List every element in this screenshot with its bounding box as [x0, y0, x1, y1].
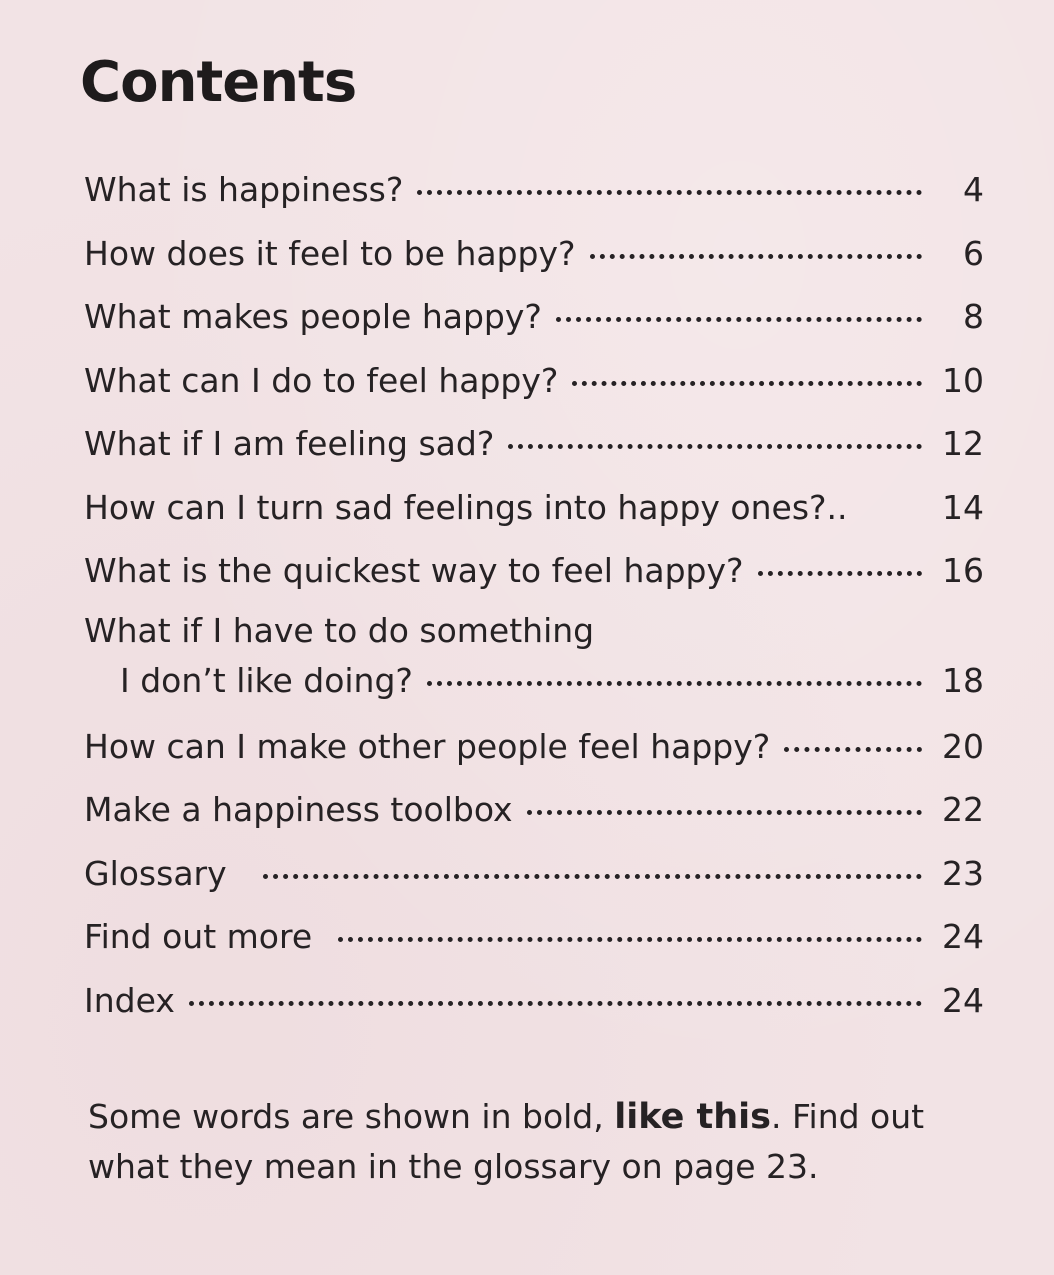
toc-page-number: 24: [942, 980, 984, 1020]
toc-entry[interactable]: [84, 539, 984, 603]
toc-entry-title: How does it feel to be happy?: [84, 233, 576, 273]
table-of-contents: [84, 158, 984, 1032]
toc-entry[interactable]: [84, 715, 984, 779]
toc-entry-title: What if I am feeling sad?: [84, 424, 495, 463]
toc-page-number: 12: [942, 424, 984, 463]
toc-page-number: 20: [942, 726, 984, 766]
dot-leader: [590, 254, 922, 259]
page-title: Contents: [80, 50, 357, 115]
toc-entry-title: How can I make other people feel happy?: [84, 726, 771, 766]
toc-entry[interactable]: [84, 412, 984, 476]
toc-entry[interactable]: [84, 969, 984, 1033]
toc-entry-title: What is happiness?: [84, 170, 404, 209]
toc-page-number: 22: [942, 790, 984, 829]
dot-leader: [572, 381, 922, 386]
toc-page-number: 4: [963, 170, 984, 209]
toc-page-number: 6: [963, 233, 984, 273]
toc-entry-title: What makes people happy?: [84, 297, 542, 336]
dot-leader: [758, 571, 922, 576]
toc-entry[interactable]: [84, 603, 984, 715]
toc-entry-title: What can I do to feel happy?: [84, 360, 559, 400]
bold-example: like this: [614, 1097, 771, 1137]
dot-leader: [189, 1001, 922, 1006]
toc-entry-title: What is the quickest way to feel happy?: [84, 551, 744, 590]
toc-entry[interactable]: [84, 285, 984, 349]
dot-leader: [263, 874, 922, 879]
toc-entry[interactable]: [84, 476, 984, 540]
toc-page-number: 24: [942, 917, 984, 956]
toc-entry-title-line2: I don’t like doing?: [120, 660, 413, 700]
dot-leader: [527, 810, 922, 815]
note-text-start: Some words are shown in bold,: [88, 1097, 615, 1136]
toc-entry[interactable]: [84, 905, 984, 969]
toc-page-number: 14: [942, 487, 984, 527]
toc-page-number: 8: [963, 297, 984, 336]
toc-entry-title-line1: What if I have to do something: [84, 610, 595, 650]
dot-leader: [508, 444, 922, 449]
toc-entry-title: Find out more: [84, 917, 313, 956]
toc-page-number: 10: [942, 360, 984, 400]
dot-leader: [417, 190, 922, 195]
glossary-note: [88, 1092, 988, 1192]
toc-entry[interactable]: [84, 222, 984, 286]
dot-leader: [338, 937, 922, 942]
dot-leader: [427, 681, 922, 686]
toc-entry-title: Glossary: [84, 853, 227, 893]
toc-entry[interactable]: [84, 158, 984, 222]
toc-page-number: 23: [942, 853, 984, 893]
toc-entry[interactable]: [84, 842, 984, 906]
toc-entry-title: Make a happiness toolbox: [84, 790, 513, 829]
toc-entry-title: Index: [84, 980, 175, 1020]
note-text-end: . Find out what they mean in the glossary on page 23.: [88, 1097, 925, 1186]
toc-page-number: 16: [942, 551, 984, 590]
toc-entry[interactable]: [84, 778, 984, 842]
dot-leader: [556, 317, 922, 322]
toc-entry-title: How can I turn sad feelings into happy ones?..: [84, 487, 848, 527]
dot-leader: [784, 747, 922, 752]
toc-entry[interactable]: [84, 349, 984, 413]
toc-page-number: 18: [942, 660, 984, 700]
